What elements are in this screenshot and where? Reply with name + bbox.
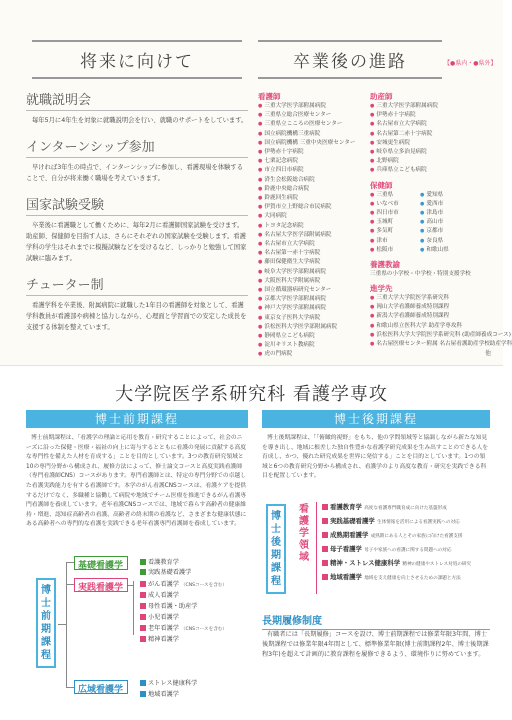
graduate-title: 大学院医学系研究科 看護学専攻 [115,384,388,405]
list-item: ● 東京女子医科大学病院 [258,314,362,323]
section-body: 早ければ3年生の時点で、インターンシップに参加し、看護現場を体験することで、自分が将来働く職場を考えていきます。 [26,164,244,182]
nurse-column [258,89,362,360]
list-item: ● 京都大学医学部附属病院 [258,295,362,304]
list-item: ● 済生会松阪総合病院 [258,176,362,185]
list-item: ● 北野病院 [370,157,490,166]
list-item: ● 浜松医科大学大学院医学系研究科 (助産師養成コース) [370,331,490,340]
area-vertical-label: 看護学領域 [299,504,309,563]
square-icon [140,592,146,598]
future-heading: 将来に向けて [32,40,242,79]
doctor-field: 成熟期看護学 成熟期にある人とその家族に向けた看護支援 [322,530,462,539]
list-item: ● トヨタ記念病院 [258,222,362,231]
phn-list-left [370,191,420,255]
square-icon [140,569,146,575]
grad-list [370,294,512,349]
list-item: ● 伊賀市立上野総合市民病院 [258,203,362,212]
field-item: 実践基礎看護学 [140,567,191,576]
field-item: 成人看護学 [140,590,179,599]
list-item: ● 三重県 [370,191,420,200]
list-item: ● 国立病院機構三重病院 [258,130,362,139]
career-heading: 卒業後の進路 [258,40,442,79]
future-section [26,274,248,333]
other-careers-column [370,89,512,360]
list-item: ● 津市 [370,237,420,246]
list-item: ● 三重大学医学部附属病院 [258,102,362,111]
list-item: ● 高山市 [420,218,470,227]
doctor-vertical-label: 博士後期課程 [266,504,286,594]
square-icon [322,574,328,580]
list-item: ● 愛知県 [420,191,470,200]
career-columns [258,89,512,360]
list-item: ● 浜松医科大学医学部附属病院 [258,323,362,332]
list-item: ● 松阪市 [370,246,420,255]
list-item: ● 和歌山県 [420,246,470,255]
tree-line [66,687,74,688]
career-column [258,40,512,360]
square-icon [322,546,328,552]
doctor-field: 実践基礎看護学 生体情報を活用による看護実践への対応 [322,516,460,525]
section-body: 看護学科を卒業後、附属病院に就職した1年目の看護師を対象として、看護学科教員が看護部や病棟と協力しながら、心理面と学習面での安定した成長を支援する体制を整えています。 [26,302,247,331]
career-legend: 【●県内・●県外】 [444,60,497,67]
list-item: ● 国立循環器病研究センター [258,286,362,295]
tree-line [66,562,74,563]
list-item: ● 玉城町 [370,218,420,227]
list-item: ● 新潟大学看護師養成特別課程 [370,312,490,321]
phn-label: 保健師 [370,180,393,190]
future-section [26,89,248,126]
list-item: ● 安城更生病院 [370,139,490,148]
list-item: ● 国立病院機構 三重中央医療センター [258,139,362,148]
tree-line [128,585,133,586]
list-item: ● 三重大学医学部附属病院 [370,102,490,111]
list-item: ● 和歌山県立医科大学 助産学専攻科 [370,322,490,331]
list-item: ● 多気町 [370,227,420,236]
area-label: 広域看護学 [78,685,124,695]
list-item: ● 淀川キリスト教病院 [258,341,362,350]
field-item: 老年看護学 （CNSコースを含む） [140,623,227,632]
list-item: ● 大阪医科大学附属病院 [258,277,362,286]
list-item: ● 鈴鹿中央総合病院 [258,185,362,194]
square-icon [322,532,328,538]
list-item: ● 岐阜大学医学部附属病院 [258,268,362,277]
list-item: ● 三重県立総合医療センター [258,111,362,120]
field-item: がん看護学 （CNSコースを含む） [140,579,227,588]
doctor-heading: 博士後期課程 [262,410,490,428]
list-item: ● 愛西市 [420,200,470,209]
area-label: 実践看護学 [78,583,124,593]
list-item: ● 神戸大学医学部附属病院 [258,304,362,313]
square-icon [140,614,146,620]
section-title: 就職説明会 [26,89,248,111]
doctor-field: 精神・ストレス健康科学 精神の健康やストレス対処の研究 [322,558,471,567]
list-item: ● 名古屋大学医学部附属病院 [258,231,362,240]
list-item: ● 岐阜県立多治見病院 [370,148,490,157]
section-title: チューター制 [26,274,248,296]
field-item: 地域看護学 [140,689,179,698]
graduate-section [0,365,503,720]
list-item: ● 四日市市 [370,209,420,218]
list-item: ● 静岡県立こども病院 [258,332,362,341]
square-icon [140,680,146,686]
doctor-field: 看護教育学 高度な看護専門職育成に向けた基盤形成 [322,502,447,511]
tree-line [66,584,74,585]
grad-label: 進学先 [370,284,393,294]
master-body: 博士前期課程は、「看護学の理論と応用を教育・研究することによって、社会のニーズに沿った保健・医療・福祉の向上に寄与するとともに看護の発展に貢献する高度な専門性を備えた人材を育成する」ことを目的としています。3つの教育研究領域と10の専門分野から構成され、履修方法によって、修士論文コースと高度実践看護師（専門看護師CNS）コースがあります。専門看護師とは、特定の専門分野での卓越した看護実践能力を有する看護師です。本学のがん看護CNSコースは、看護ケアを提供するだけでなく、多職種と協働して病院や地域でチーム医療を推進できるがん看護専門看護師を養成しています。老年看護CNSコースでは、地域で暮らす高齢者の健康維持・増進、認知症高齢者の看護、高齢者の終末期の看護など、さまざまな健康状態にある高齢者への専門的な看護を実践できる老年看護専門看護師を養成しています。 [26,435,247,528]
phn-list-right [420,191,470,255]
field-item: 母性看護・助産学 [140,601,198,610]
section-title: 国家試験受験 [26,194,248,216]
field-item: 精神看護学 [140,634,179,643]
list-item: ● 七栗記念病院 [258,157,362,166]
list-item: ● 名古屋第二赤十字病院 [370,130,490,139]
square-icon [322,518,328,524]
list-item: ● 岡山大学看護師養成特別課程 [370,303,490,312]
teacher-label: 養護教諭 [370,260,400,270]
list-item: ● いなべ市 [370,200,420,209]
area-label: 基礎看護学 [78,561,124,571]
tree-line [316,502,317,594]
list-item: ● 名古屋市立大学病院 [258,240,362,249]
teacher-text: 三重県の小学校・中学校・特別支援学校 [370,271,471,278]
list-item: ● 津島市 [420,209,470,218]
tree-line [133,581,134,635]
master-heading: 博士前期課程 [26,410,248,428]
list-item: ● 兵庫県立こども病院 [370,166,490,175]
section-title: インターンシップ参加 [26,136,248,158]
list-item: ● 虎の門病院 [258,350,362,359]
section-body: 卒業後に看護職として働くために、毎年2月に看護師国家試験を受けます。助産師、保健師を目指す人は、さらにそれぞれの国家試験を受験します。看護学科の学生はそれまでに模擬試験などを受けるなど、しっかりと勉強して国家試験に臨みます。 [26,222,247,262]
long-term-title: 長期履修制度 [262,612,490,630]
square-icon [140,636,146,642]
doctor-body: 博士後期課程は、「「俯瞰的視野」をもち、他の学問領域等と協調しながら新たな知見を導き出し、地域に根差した独自性豊かな看護学研究成果を生み出すことのできる人を育成し、かつ、優れた研究成果を世界に発信する」ことを目的としています。1つの領域と6つの教育研究分野から構成され、看護学のより高度な教育・研究を実践できる科目を配置しています。 [262,435,489,480]
midwife-list [370,102,490,176]
list-item: ● 藤田保健衛生大学病院 [258,258,362,267]
future-section [26,194,248,264]
section-body: 毎年5月に4年生を対象に就職説明会を行い、就職のサポートをしています。 [32,117,248,124]
square-icon [140,559,146,565]
square-icon [140,625,146,631]
future-section [26,136,248,184]
list-item: ● 伊勢赤十字病院 [258,148,362,157]
list-item: ● 市立四日市病院 [258,166,362,175]
square-icon [140,691,146,697]
master-vertical-label: 博士前期課程 [36,578,56,668]
square-icon [322,504,328,510]
future-column [26,40,248,333]
midwife-label: 助産師 [370,92,393,101]
list-item: ● 鈴鹿回生病院 [258,194,362,203]
list-item: ● 名古屋第一赤十字病院 [258,249,362,258]
square-icon [322,560,328,566]
tree-line [58,624,66,625]
list-item: ● 名古屋市立大学病院 [370,120,490,129]
list-item: ● 伊勢赤十字病院 [370,111,490,120]
long-term-body: 有職者には「長期履修」コースを設け、博士前期課程では修業年限3年間、博士後期課程では修業年限4年間として、標準修業年限(博士前期課程2年、博士後期課程3年)を超えて計画的に教育課程を履修できるよう、環境作りに努めています。 [262,631,489,658]
nurse-list [258,102,362,360]
tree-line [66,562,67,687]
list-item: ● 奈良県 [420,237,470,246]
list-item: ● 京都市 [420,227,470,236]
etc-note: 他 [484,350,491,357]
doctor-field: 母子看護学 母子や家族への看護に関する問題への対応 [322,544,451,553]
field-item: 看護教育学 [140,557,179,566]
field-item: ストレス健康科学 [140,678,197,687]
list-item: ● 三重県立こころの医療センター [258,120,362,129]
list-item: ● 三重大学大学院医学系研究科 [370,294,490,303]
doctor-field: 地域看護学 地域を支え健康を向上させるための課題と方法 [322,572,461,581]
list-item: ● 名古屋医療センター附属 名古屋看護助産学校助産学科 [370,340,490,349]
square-icon [140,581,146,587]
list-item: ● 大同病院 [258,212,362,221]
field-item: 小児看護学 [140,612,179,621]
nurse-label: 看護師 [258,92,281,101]
phn-grid [370,191,490,255]
square-icon [140,603,146,609]
